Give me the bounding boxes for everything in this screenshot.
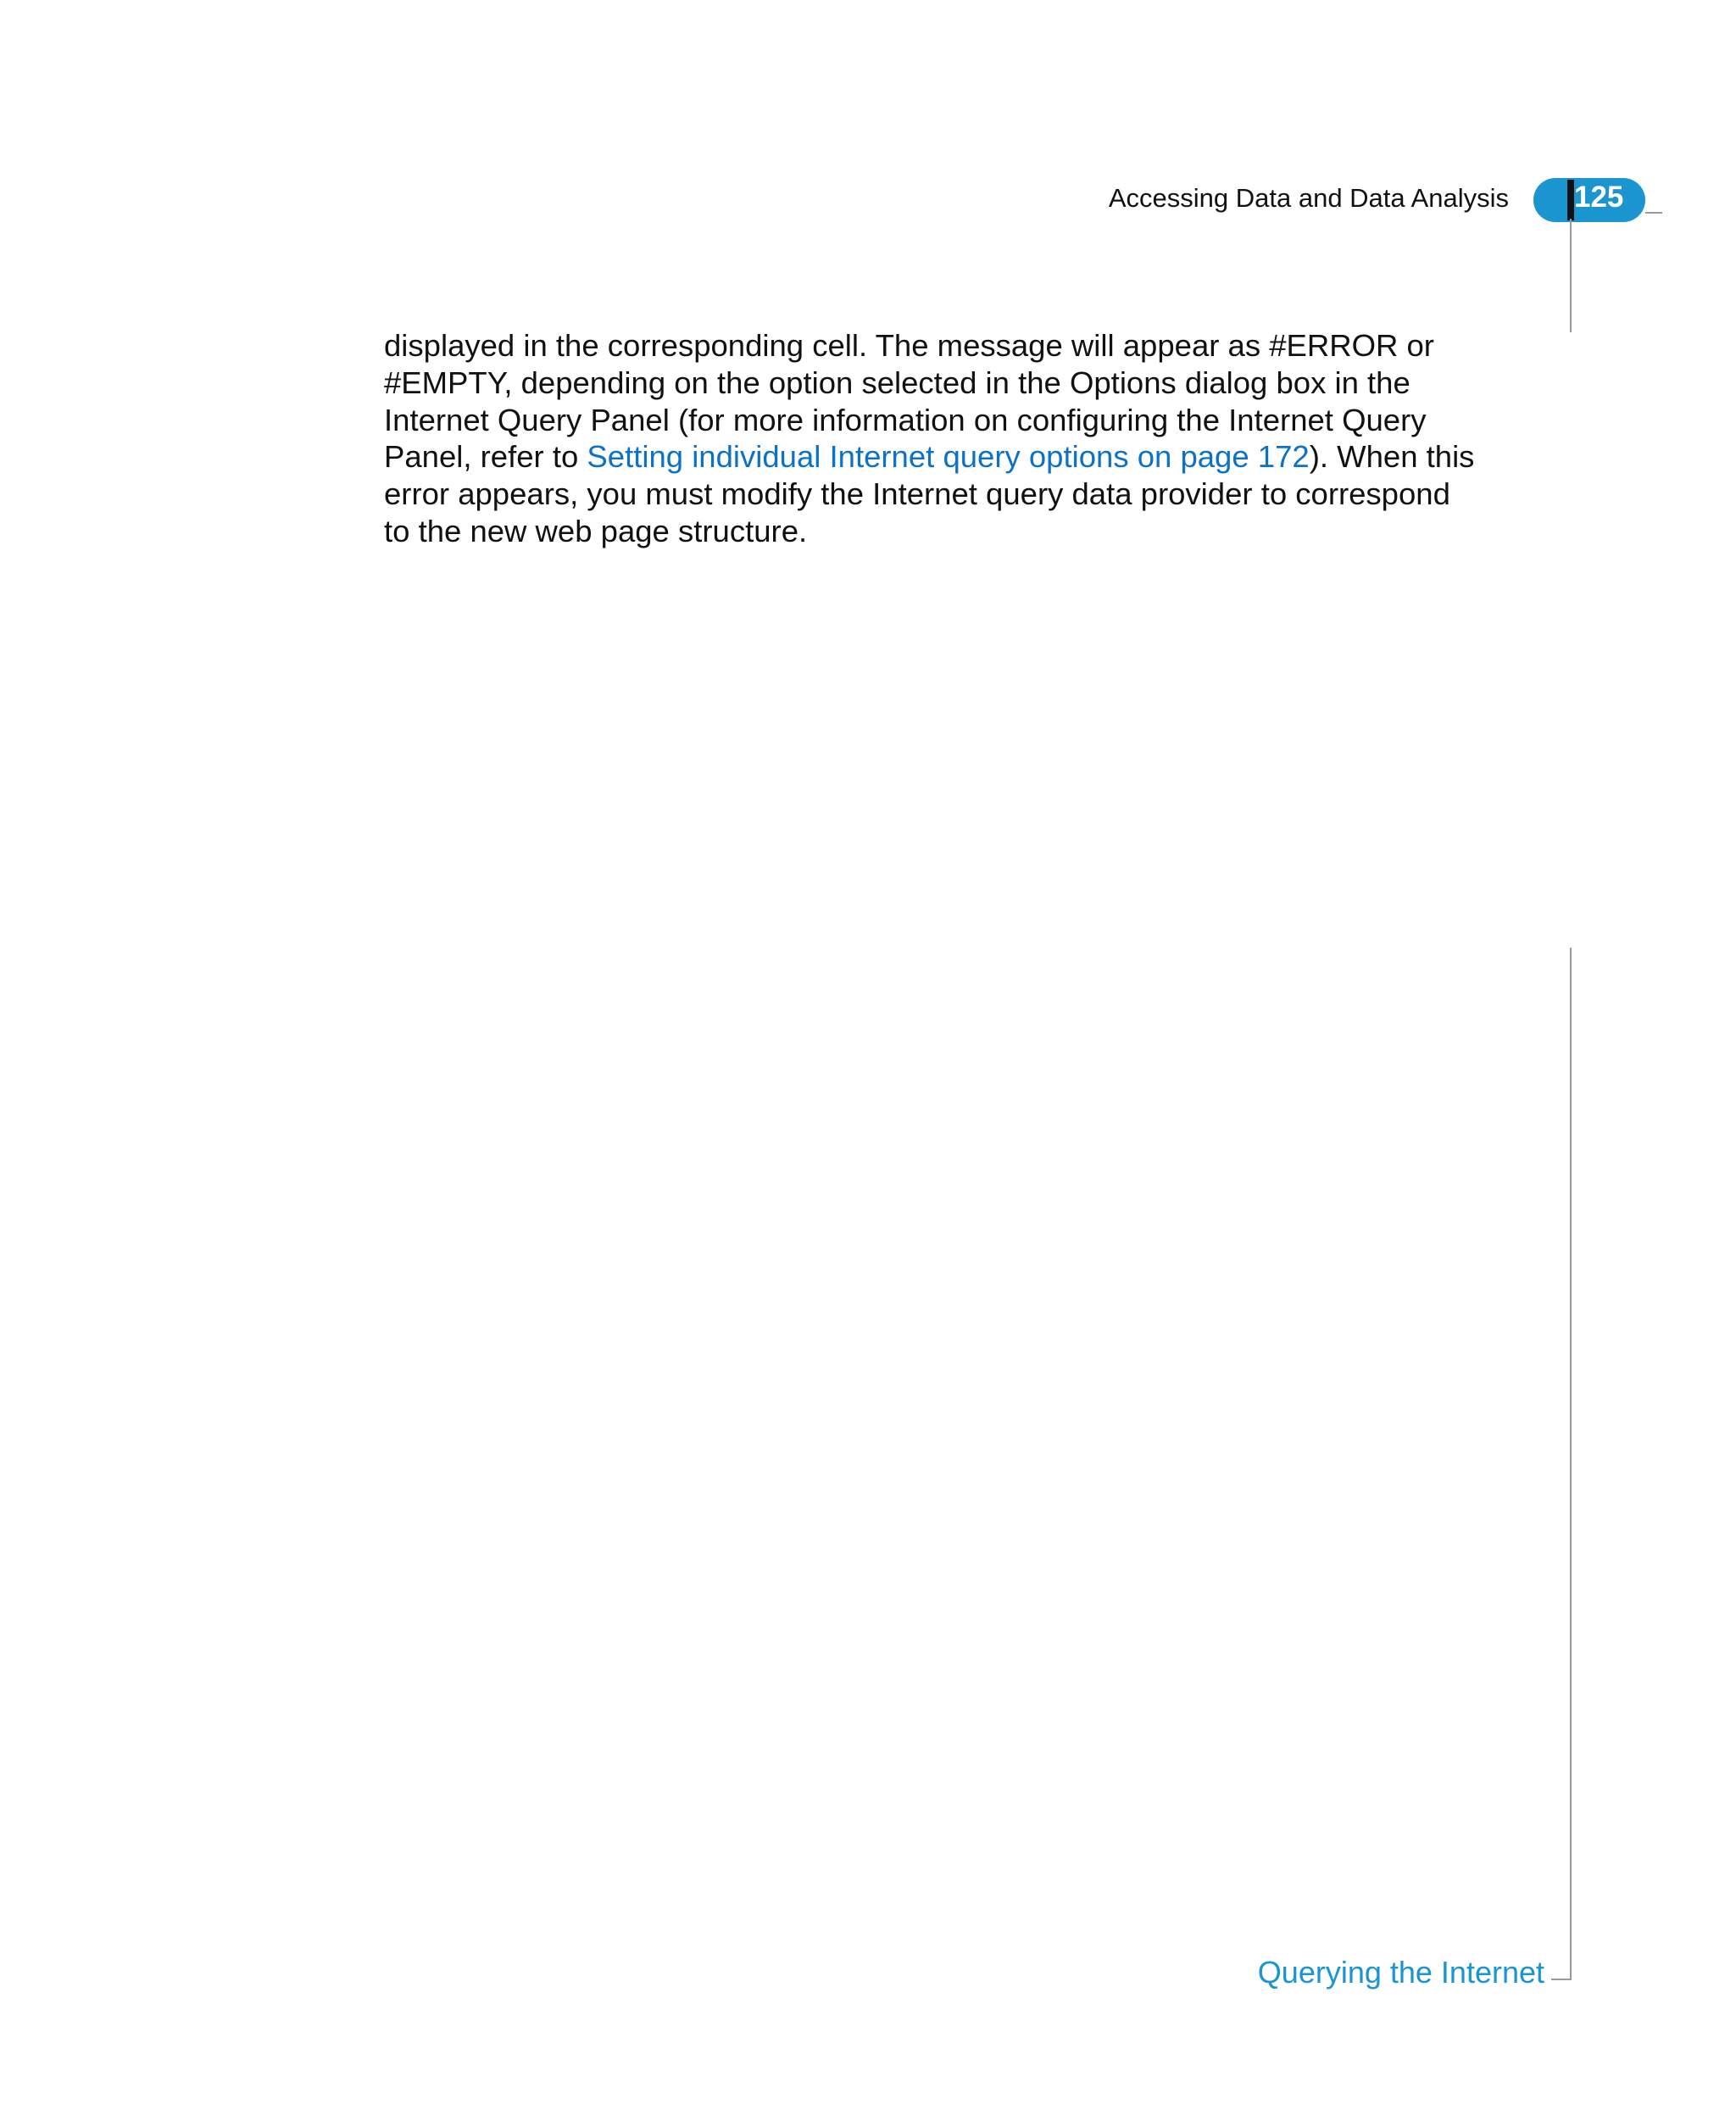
margin-rule-top [1570,219,1572,332]
margin-rule-bottom [1570,948,1572,1980]
paragraph-text-before-link: displayed in the corresponding cell. The message will appear as #ERROR or #EMPTY, depending on the option selected in the Options dialog box in the Internet Query Panel (for more information on configuring the Internet Query Panel, refer to [384,328,1434,475]
running-header-title: Accessing Data and Data Analysis [1108,183,1509,213]
header-rule [1645,212,1662,214]
cross-reference-link[interactable]: Setting individual Internet query options on page 172 [587,439,1310,475]
body-paragraph [384,327,1477,550]
page-tab-marker [1567,180,1574,220]
footer-corner-rule [1551,1979,1572,1980]
footer-section-title: Querying the Internet [1257,1955,1544,1990]
paragraph-text-after-link: ). When this error appears, you must modify the Internet query data provider to correspond to the new web page structure. [384,439,1475,548]
page-number: 125 [1574,181,1624,214]
